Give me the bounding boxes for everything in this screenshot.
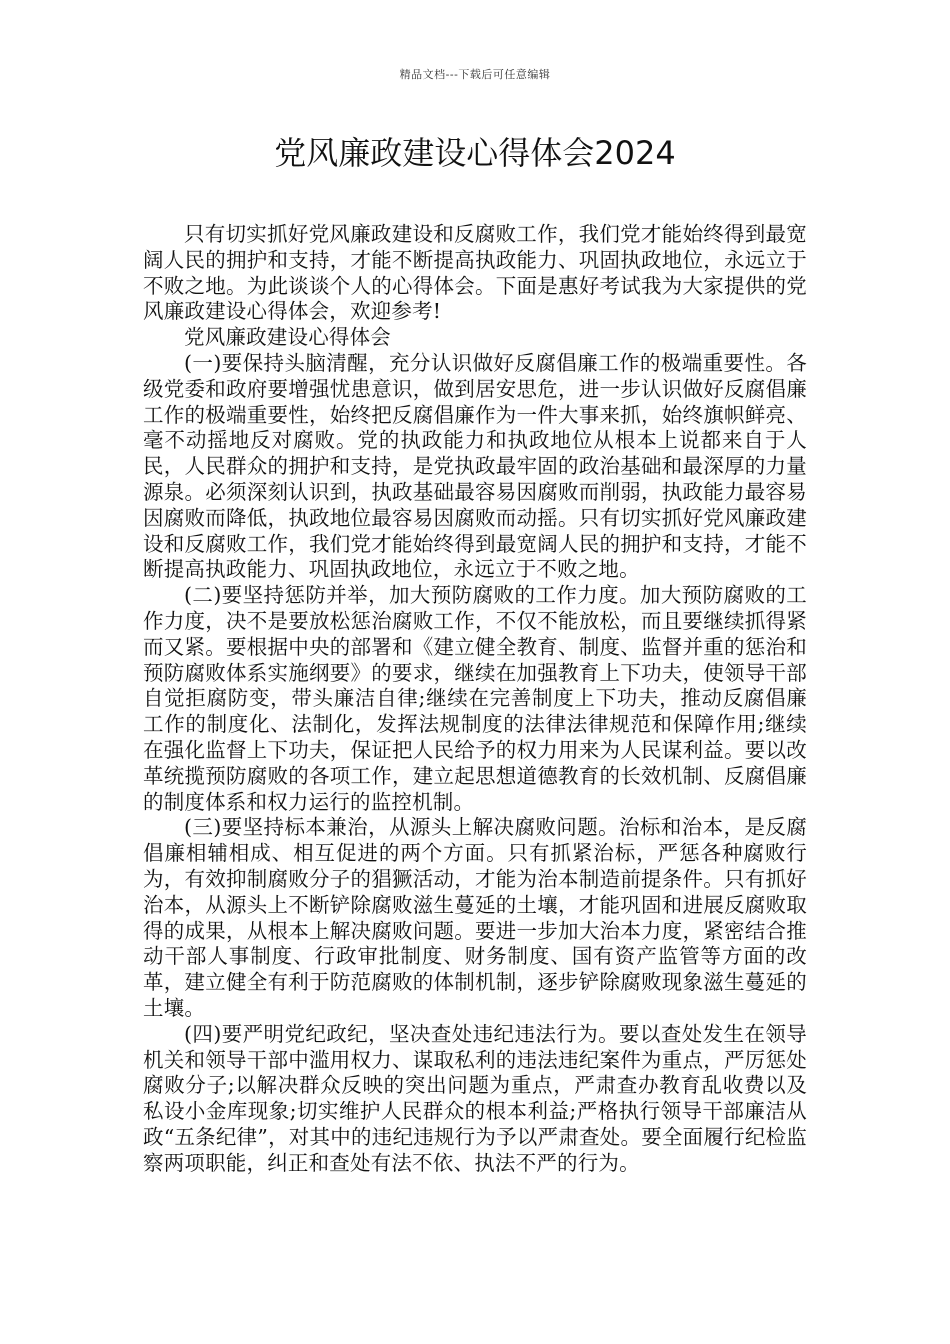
- paragraph-2: (二)要坚持惩防并举，加大预防腐败的工作力度。加大预防腐败的工作力度，决不是要放松惩治腐败工作，不仅不能放松，而且要继续抓得紧而又紧。要根据中央的部署和《建立健全教育、制度、监督并重的惩治和预防腐败体系实施纲要》的要求，继续在加强教育上下功夫，使领导干部自觉拒腐防变，带头廉洁自律;继续在完善制度上下功夫，推动反腐倡廉工作的制度化、法制化，发挥法规制度的法律法律规范和保障作用;继续在强化监督上下功夫，保证把人民给予的权力用来为人民谋利益。要以改革统揽预防腐败的各项工作，建立起思想道德教育的长效机制、反腐倡廉的制度体系和权力运行的监控机制。: [143, 583, 807, 814]
- document-body: [143, 222, 807, 1176]
- document-title: 党风廉政建设心得体会2024: [274, 134, 676, 172]
- paragraph-3: (三)要坚持标本兼治，从源头上解决腐败问题。治标和治本，是反腐倡廉相辅相成、相互促进的两个方面。只有抓紧治标，严惩各种腐败行为，有效抑制腐败分子的猖獗活动，才能为治本制造前提条件。只有抓好治本，从源头上不断铲除腐败滋生蔓延的土壤，才能巩固和进展反腐败取得的成果，从根本上解决腐败问题。要进一步加大治本力度，紧密结合推动干部人事制度、行政审批制度、财务制度、国有资产监管等方面的改革，建立健全有利于防范腐败的体制机制，逐步铲除腐败现象滋生蔓延的土壤。: [143, 815, 807, 1020]
- intro-paragraph: 只有切实抓好党风廉政建设和反腐败工作，我们党才能始终得到最宽阔人民的拥护和支持，才能不断提高执政能力、巩固执政地位，永远立于不败之地。为此谈谈个人的心得体会。下面是惠好考试我为大家提供的党风廉政建设心得体会，欢迎参考!: [143, 222, 807, 324]
- section-heading: 党风廉政建设心得体会: [184, 325, 391, 350]
- paragraph-4: (四)要严明党纪政纪，坚决查处违纪违法行为。要以查处发生在领导机关和领导干部中滥用权力、谋取私利的违法违纪案件为重点，严厉惩处腐败分子;以解决群众反映的突出问题为重点，严肃查办教育乱收费以及私设小金库现象;切实维护人民群众的根本利益;严格执行领导干部廉洁从政“五条纪律”，对其中的违纪违规行为予以严肃查处。要全面履行纪检监察两项职能，纠正和查处有法不依、执法不严的行为。: [143, 1021, 807, 1175]
- paragraph-1: (一)要保持头脑清醒，充分认识做好反腐倡廉工作的极端重要性。各级党委和政府要增强忧患意识，做到居安思危，进一步认识做好反腐倡廉工作的极端重要性，始终把反腐倡廉作为一件大事来抓，始终旗帜鲜亮、毫不动摇地反对腐败。党的执政能力和执政地位从根本上说都来自于人民，人民群众的拥护和支持，是党执政最牢固的政治基础和最深厚的力量源泉。必须深刻认识到，执政基础最容易因腐败而削弱，执政能力最容易因腐败而降低，执政地位最容易因腐败而动摇。只有切实抓好党风廉政建设和反腐败工作，我们党才能始终得到最宽阔人民的拥护和支持，才能不断提高执政能力、巩固执政地位，永远立于不败之地。: [143, 350, 807, 582]
- header-note: 精品文档---下载后可任意编辑: [399, 68, 551, 81]
